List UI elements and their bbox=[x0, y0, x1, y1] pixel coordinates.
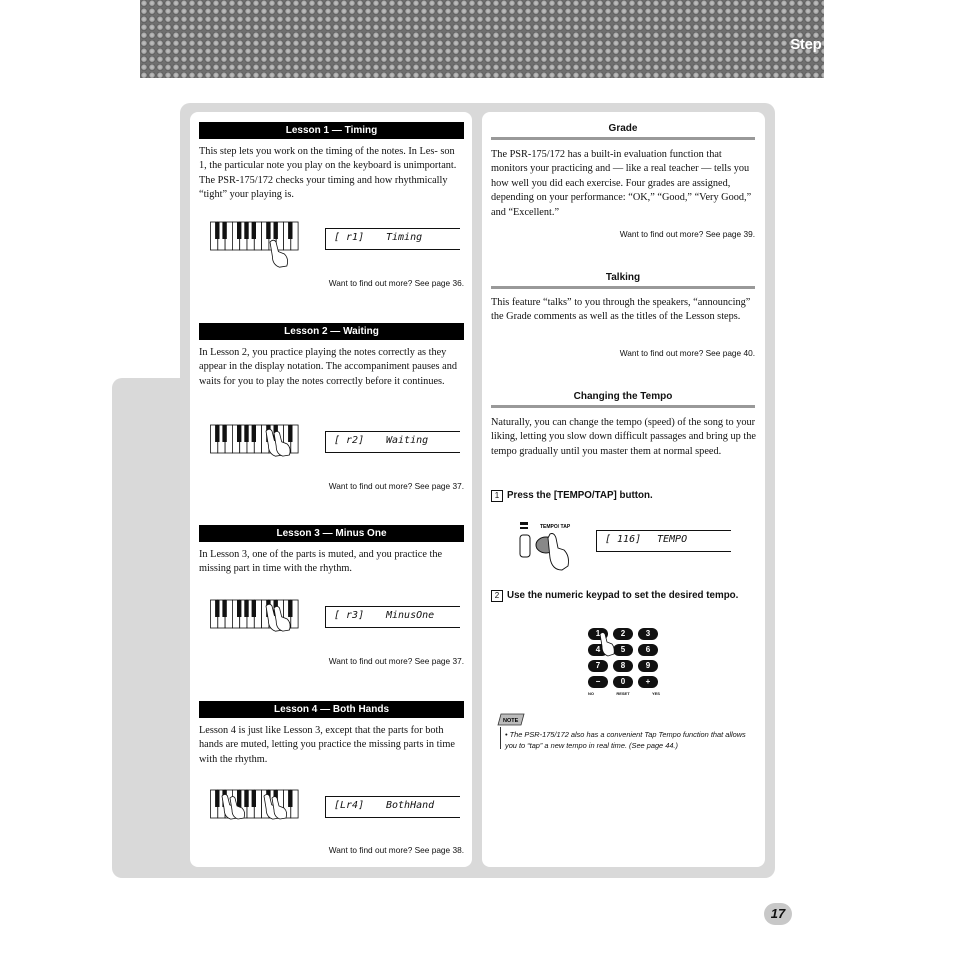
numeric-keypad bbox=[588, 628, 660, 698]
lcd-label: Timing bbox=[386, 232, 423, 243]
lesson-4-body: Lesson 4 is just like Lesson 3, except that the parts for both hands are muted, letting you practice the missing parts in time with the rhythm. bbox=[199, 725, 455, 765]
grade-reference: Want to find out more? See page 39. bbox=[619, 229, 755, 239]
lesson-3-reference: Want to find out more? See page 37. bbox=[328, 656, 464, 666]
lesson-3-title: Lesson 3 — Minus One bbox=[199, 525, 464, 542]
talking-heading: Talking bbox=[491, 272, 755, 289]
step-number: 1 bbox=[491, 490, 503, 502]
page-number: 17 bbox=[764, 903, 792, 925]
keypad-key[interactable]: 8 bbox=[613, 660, 633, 672]
step-number: 2 bbox=[491, 590, 503, 602]
lesson-4-title: Lesson 4 — Both Hands bbox=[199, 701, 464, 718]
keypad-key[interactable]: 3 bbox=[638, 628, 658, 640]
lesson-1-body: This step lets you work on the timing of the notes. In Les- son 1, the particular note you play on the keyboard is unimportant. The PSR-175/172 checks your timing and how rhythmically “tight” your playing is. bbox=[199, 146, 457, 201]
tempo-heading: Changing the Tempo bbox=[491, 391, 755, 408]
pointing-hand-icon bbox=[596, 632, 616, 658]
step-2 bbox=[491, 589, 757, 602]
lesson-3-body: In Lesson 3, one of the parts is muted, and you practice the missing part in time with the rhythm. bbox=[199, 549, 443, 575]
keypad-key[interactable]: 0 bbox=[613, 676, 633, 688]
keyboard-both-hands-icon bbox=[210, 788, 300, 832]
lcd-label: BothHand bbox=[386, 800, 435, 811]
keypad-key[interactable]: 5 bbox=[613, 644, 633, 656]
lesson-4-display bbox=[325, 796, 460, 818]
keypad-no-label: NO bbox=[588, 691, 594, 696]
lesson-2-reference: Want to find out more? See page 37. bbox=[328, 481, 464, 491]
lcd-label: TEMPO bbox=[657, 534, 688, 545]
lcd-code: [ 116] bbox=[605, 534, 642, 545]
keypad-key[interactable]: + bbox=[638, 676, 658, 688]
page-title: Step 4 Lesson bbox=[790, 36, 888, 53]
keypad-yes-label: YES bbox=[651, 691, 660, 696]
lcd-code: [ r2] bbox=[334, 435, 365, 446]
lcd-label: Waiting bbox=[386, 435, 429, 446]
keypad-key[interactable]: 1 bbox=[588, 628, 608, 640]
header-band bbox=[140, 0, 824, 78]
keypad-key[interactable]: 4 bbox=[588, 644, 608, 656]
note-text: • The PSR-175/172 also has a convenient Tap Tempo function that allows you to “tap” a new tempo in real time. (See page 44.) bbox=[505, 730, 746, 750]
note-rule bbox=[500, 727, 501, 749]
talking-body: This feature “talks” to you through the speakers, “announcing” the Grade comments as well as the titles of the Lesson steps. bbox=[491, 297, 751, 323]
keypad-key[interactable]: − bbox=[588, 676, 608, 688]
tempo-display bbox=[596, 530, 731, 552]
keyboard-hand-icon bbox=[210, 423, 300, 467]
talking-reference: Want to find out more? See page 40. bbox=[619, 348, 755, 358]
lesson-1-title: Lesson 1 — Timing bbox=[199, 122, 464, 139]
step-2-text: Use the numeric keypad to set the desired tempo. bbox=[507, 590, 739, 601]
step-1-text: Press the [TEMPO/TAP] button. bbox=[507, 490, 653, 501]
note-badge-text: NOTE bbox=[503, 718, 519, 724]
tempo-button-label: TEMPO/ TAP bbox=[540, 524, 571, 530]
step-1 bbox=[491, 489, 757, 502]
keypad-reset-label: RESET bbox=[616, 691, 630, 696]
keyboard-hand-icon bbox=[210, 220, 300, 272]
lcd-label: MinusOne bbox=[386, 610, 435, 621]
lesson-2-display bbox=[325, 431, 460, 453]
lesson-1-display bbox=[325, 228, 460, 250]
tempo-tap-button-icon bbox=[518, 520, 578, 578]
tempo-body: Naturally, you can change the tempo (speed) of the song to your liking, letting you slow down difficult passages and bring up the tempo gradually until you master them at normal speed. bbox=[491, 417, 756, 457]
note-badge-icon bbox=[497, 713, 525, 726]
grade-heading: Grade bbox=[491, 123, 755, 140]
lcd-code: [ r1] bbox=[334, 232, 365, 243]
lesson-4-reference: Want to find out more? See page 38. bbox=[328, 845, 464, 855]
lesson-2-title: Lesson 2 — Waiting bbox=[199, 323, 464, 340]
keypad-key[interactable]: 6 bbox=[638, 644, 658, 656]
lesson-1-reference: Want to find out more? See page 36. bbox=[328, 278, 464, 288]
grade-body: The PSR-175/172 has a built-in evaluation function that monitors your practicing and — like a real teacher — tells you how well you did each exercise. Four grades are assigned, depending on your performance: “OK,” “Good,” “Very Good,” and “Excellent.” bbox=[491, 149, 752, 218]
keypad-key[interactable]: 2 bbox=[613, 628, 633, 640]
keypad-key[interactable]: 7 bbox=[588, 660, 608, 672]
lesson-3-display bbox=[325, 606, 460, 628]
lcd-code: [Lr4] bbox=[334, 800, 365, 811]
keyboard-hand-icon bbox=[210, 598, 300, 642]
lcd-code: [ r3] bbox=[334, 610, 365, 621]
keypad-key[interactable]: 9 bbox=[638, 660, 658, 672]
lesson-2-body: In Lesson 2, you practice playing the notes correctly as they appear in the display notation. The accompaniment pauses and waits for you to play the notes correctly before it continues. bbox=[199, 347, 458, 387]
